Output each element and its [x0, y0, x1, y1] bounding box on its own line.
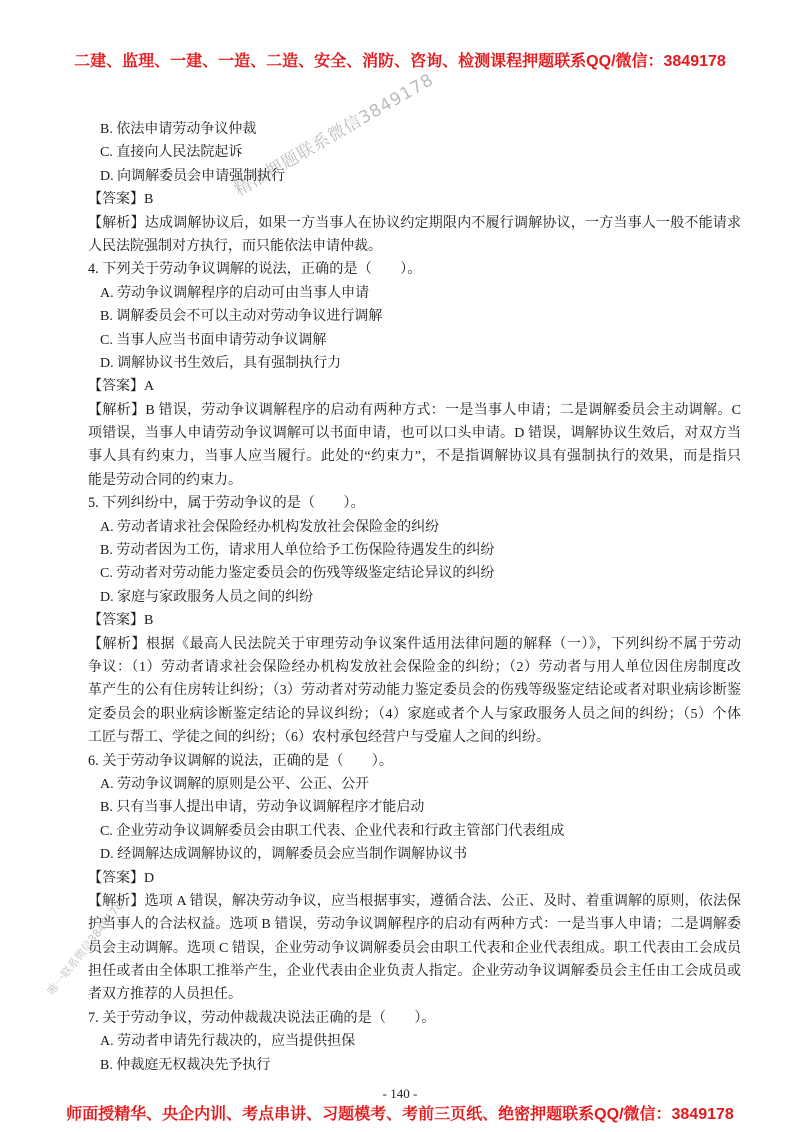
q4-option-a: A. 劳动争议调解程序的启动可由当事人申请: [100, 285, 370, 301]
q7-option-a: A. 劳动者申请先行裁决的，应当提供担保: [100, 1034, 356, 1050]
page-number: - 140 -: [382, 1086, 418, 1101]
header-banner: 二建、监理、一建、一造、二造、安全、消防、咨询、检测课程押题联系QQ/微信：3849178: [74, 53, 726, 70]
q4-analysis-line: 项错误，当事人申请劳动争议调解可以书面申请，也可以口头申请。D 错误，调解协议生效后，对双方当: [88, 426, 741, 442]
q6-stem: 6. 关于劳动争议调解的说法，正确的是（ ）。: [88, 752, 394, 769]
q5-analysis-line: 革产生的公有住房转让纠纷；（3）劳动者对劳动能力鉴定委员会的伤残等级鉴定结论或者对职业病诊断鉴: [88, 683, 741, 699]
q6-analysis-line: 【解析】选项 A 错误，解决劳动争议，应当根据事实，遵循合法、公正、及时、着重调解的原则，依法保: [88, 893, 741, 909]
q3-option-d: D. 向调解委员会申请强制执行: [100, 168, 286, 184]
q5-stem: 5. 下列纠纷中，属于劳动争议的是（ ）。: [88, 495, 365, 512]
q6-analysis-line: 者双方推荐的人员担任。: [88, 987, 242, 1003]
q6-option-d: D. 经调解达成调解协议的，调解委员会应当制作调解协议书: [100, 847, 468, 863]
q6-analysis-line: 担任或者由全体职工推举产生，企业代表由企业负责人指定。企业劳动争议调解委员会主任由工会成员或: [88, 964, 741, 980]
watermark-top: 精准押题联系微信3849178: [231, 69, 438, 201]
q6-answer: 【答案】D: [88, 870, 155, 886]
q5-option-b: B. 劳动者因为工伤，请求用人单位给予工伤保险待遇发生的纠纷: [100, 543, 495, 559]
q4-option-b: B. 调解委员会不可以主动对劳动争议进行调解: [100, 309, 383, 325]
q5-option-d: D. 家庭与家政服务人员之间的纠纷: [100, 589, 314, 605]
q4-analysis-line: 事人具有约束力，当事人应当履行。此处的“约束力”，不是指调解协议具有强制执行的效果，而是指只: [88, 449, 741, 465]
q3-option-b: B. 依法申请劳动争议仲裁: [100, 122, 257, 137]
q6-option-c: C. 企业劳动争议调解委员会由职工代表、企业代表和行政主管部门代表组成: [100, 823, 565, 839]
q3-option-c: C. 直接向人民法院起诉: [100, 145, 243, 161]
q3-analysis-line: 【解析】达成调解协议后，如果一方当事人在协议约定期限内不履行调解协议，一方当事人一般不能请求: [88, 215, 741, 231]
q4-stem: 4. 下列关于劳动争议调解的说法，正确的是（ ）。: [88, 261, 422, 278]
q5-analysis-line: 争议：（1）劳动者请求社会保险经办机构发放社会保险金的纠纷；（2）劳动者与用人单位因住房制度改: [88, 659, 741, 675]
q5-analysis-line: 工匠与帮工、学徒之间的纠纷；（6）农村承包经营户与受雇人之间的纠纷。: [88, 730, 550, 746]
q3-analysis-line: 人民法院强制对方执行，而只能依法申请仲裁。: [88, 238, 382, 254]
q6-option-b: B. 只有当事人提出申请，劳动争议调解程序才能启动: [100, 800, 425, 816]
q5-option-a: A. 劳动者请求社会保险经办机构发放社会保险金的纠纷: [100, 519, 440, 535]
question-content: [88, 118, 741, 1077]
q4-answer: 【答案】A: [88, 379, 155, 395]
q6-option-a: A. 劳动争议调解的原则是公平、公正、公开: [100, 776, 370, 792]
q3-answer: 【答案】B: [88, 192, 154, 208]
q5-option-c: C. 劳动者对劳动能力鉴定委员会的伤残等级鉴定结论异议的纠纷: [100, 566, 495, 582]
q7-option-b: B. 仲裁庭无权裁决先予执行: [100, 1057, 271, 1073]
q6-analysis-line: 员会主动调解。选项 C 错误，企业劳动争议调解委员会由职工代表和企业代表组成。职工代表由工会成员: [88, 940, 741, 956]
q4-option-c: C. 当事人应当书面申请劳动争议调解: [100, 332, 327, 348]
q5-answer: 【答案】B: [88, 613, 154, 629]
q4-analysis-line: 能是劳动合同的约束力。: [88, 472, 242, 488]
watermark-bottom-left: 唯一联系微信3849178: [44, 898, 126, 998]
q4-option-d: D. 调解协议书生效后，具有强制执行力: [100, 355, 342, 371]
q4-analysis-line: 【解析】B 错误，劳动争议调解程序的启动有两种方式：一是当事人申请；二是调解委员会主动调解。C: [88, 402, 741, 418]
footer-banner: 师面授精华、央企内训、考点串讲、习题模考、考前三页纸、绝密押题联系QQ/微信：3849178: [66, 1106, 734, 1123]
q5-analysis-line: 定委员会的职业病诊断鉴定结论的异议纠纷；（4）家庭或者个人与家政服务人员之间的纠纷；（5）个体: [88, 706, 741, 722]
q5-analysis-line: 【解析】根据《最高人民法院关于审理劳动争议案件适用法律问题的解释（一）》，下列纠纷不属于劳动: [88, 636, 741, 652]
q6-analysis-line: 护当事人的合法权益。选项 B 错误，劳动争议调解程序的启动有两种方式：一是当事人申请；二是调解委: [88, 917, 741, 933]
q7-stem: 7. 关于劳动争议，劳动仲裁裁决说法正确的是（ ）。: [88, 1009, 436, 1026]
